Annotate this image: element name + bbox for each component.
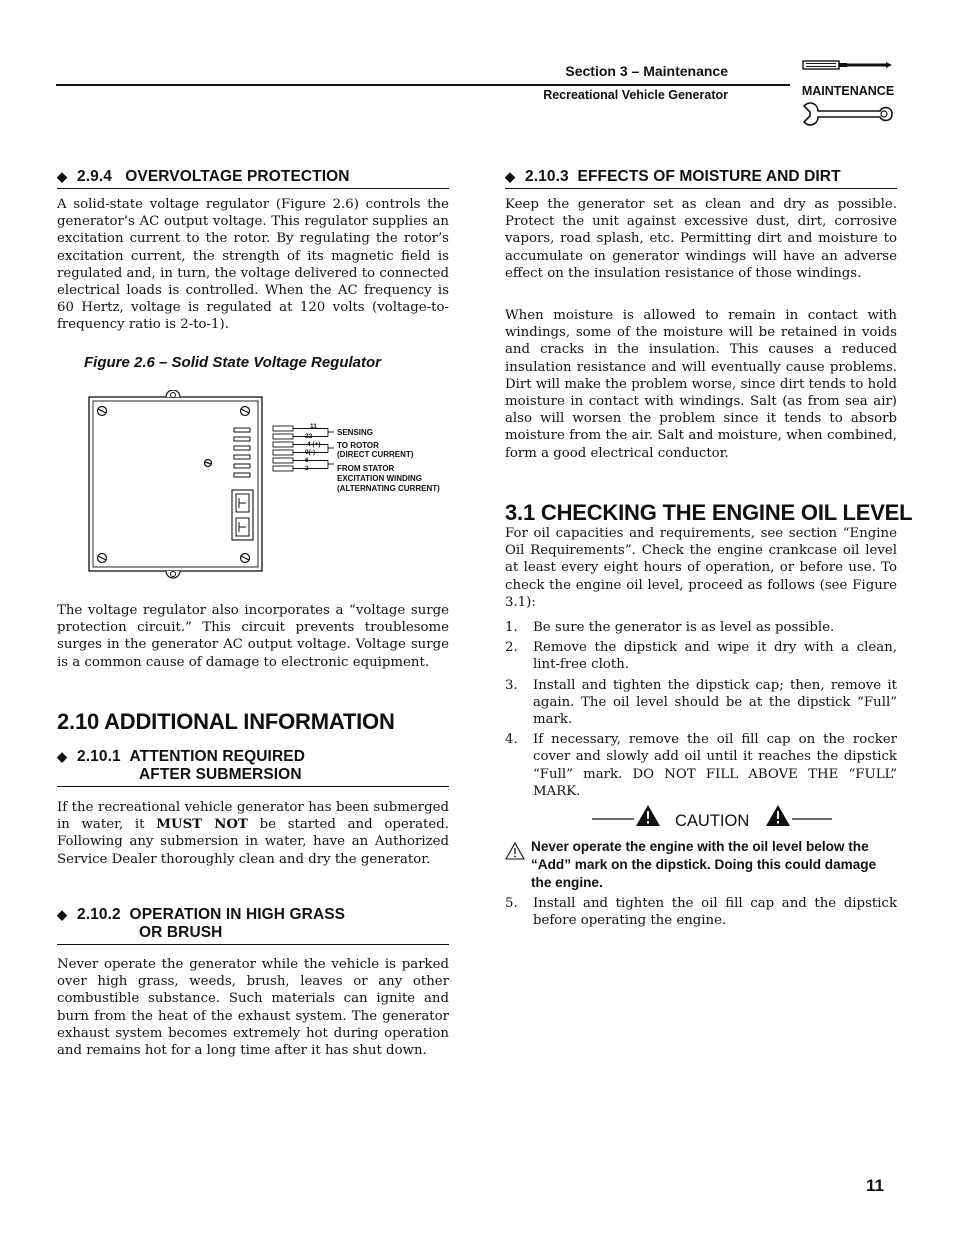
must-not-emphasis: MUST NOT xyxy=(156,817,248,833)
list-item: 2. Remove the dipstick and wipe it dry with a clean, lint-free cloth. xyxy=(505,640,897,673)
wire-label-11: 11 xyxy=(310,423,317,430)
caution-outline-triangle-icon xyxy=(505,842,525,860)
caution-label: CAUTION xyxy=(675,812,750,830)
section-2-9-4-heading: ◆ 2.9.4 OVERVOLTAGE PROTECTION xyxy=(57,168,449,189)
section-2-10-1-heading: ◆ 2.10.1 ATTENTION REQUIRED AFTER SUBMERSION xyxy=(57,748,449,787)
sensing-label: SENSING xyxy=(337,428,374,437)
wire-label-0: 0(-) xyxy=(305,449,316,456)
caution-banner xyxy=(592,802,832,834)
figure-caption: Figure 2.6 – Solid State Voltage Regulator xyxy=(84,354,382,371)
to-rotor-label: TO ROTOR xyxy=(337,441,379,450)
moisture-paragraph-2: When moisture is allowed to remain in contact with windings, some of the moisture will be retained in voids and cracks in the insulation. This causes a reduced insulation resistance and will eventually cause problems. Dirt will make the problem worse, since dirt tends to hold moisture in contact with windings. Salt (as from sea air) also will worsen the problem since it tends to absorb moisture from the air. Salt and moisture, when combined, form a good electrical conductor. xyxy=(505,308,897,461)
maintenance-badge-icon xyxy=(800,56,896,128)
excitation-winding-label: EXCITATION WINDING xyxy=(337,474,423,483)
wire-label-6: 6 xyxy=(305,457,309,464)
submersion-paragraph: If the recreational vehicle generator has been submerged in water, it MUST NOT be started and operated. Following any submersion in water, have an Authorized Service Dealer thoroughly clean and dry the generator. xyxy=(57,800,449,867)
wire-label-2: 2 xyxy=(305,465,309,472)
list-item: 1. Be sure the generator is as level as possible. xyxy=(505,620,835,635)
section-3-1-heading: 3.1 CHECKING THE ENGINE OIL LEVEL xyxy=(505,500,913,525)
document-subtitle: Recreational Vehicle Generator xyxy=(543,88,728,102)
caution-text: Never operate the engine with the oil level below the “Add” mark on the dipstick. Doing this could damage the engine. xyxy=(531,839,877,890)
header-rule xyxy=(56,84,790,86)
oil-level-intro: For oil capacities and requirements, see section “Engine Oil Requirements”. Check the engine crankcase oil level at least every eight hours of operation, or before use. To check the engine oil level, proceed as follows (see Figure 3.1): xyxy=(505,526,897,610)
section-header: Section 3 – Maintenance xyxy=(565,63,728,79)
list-item: 5. Install and tighten the oil fill cap and the dipstick before operating the engine. xyxy=(505,896,897,929)
diamond-bullet-icon: ◆ xyxy=(57,169,68,184)
moisture-paragraph-1: Keep the generator set as clean and dry as possible. Protect the unit against excessive dust, dirt, corrosive vapors, road splash, etc. Permitting dirt and moisture to accumulate on generator windings will have an adverse effect on the insulation resistance of those windings. xyxy=(505,197,897,281)
section-2-10-2-heading: ◆ 2.10.2 OPERATION IN HIGH GRASS OR BRUSH xyxy=(57,906,449,945)
diamond-bullet-icon: ◆ xyxy=(57,907,68,922)
regulator-surge-paragraph: The voltage regulator also incorporates a “voltage surge protection circuit.” This circuit prevents troublesome surges in the generator AC output voltage. Voltage surge is a common cause of damage to electronic equipment. xyxy=(57,603,449,670)
voltage-regulator-diagram xyxy=(86,390,446,585)
maintenance-badge-label: MAINTENANCE xyxy=(801,84,895,98)
section-2-10-3-heading: ◆ 2.10.3 EFFECTS OF MOISTURE AND DIRT xyxy=(505,168,897,189)
overvoltage-paragraph: A solid-state voltage regulator (Figure 2.6) controls the generator’s AC output voltage. This regulator supplies an excitation current to the rotor. By regulating the rotor’s excitation current, the strength of its magnetic field is regulated and, in turn, the voltage delivered to connected electrical loads is controlled. When the AC frequency is 60 Hertz, voltage is regulated at 120 volts (voltage-to-frequency ratio is 2-to-1). xyxy=(57,197,449,333)
direct-current-label: (DIRECT CURRENT) xyxy=(337,450,414,459)
diamond-bullet-icon: ◆ xyxy=(57,749,68,764)
page-number: 11 xyxy=(866,1176,884,1195)
list-item: 3. Install and tighten the dipstick cap; then, remove it again. The oil level should be at the dipstick “Full” mark. xyxy=(505,677,897,728)
from-stator-label: FROM STATOR xyxy=(337,464,395,473)
alternating-current-label: (ALTERNATING CURRENT) xyxy=(337,484,440,493)
list-item: 4. If necessary, remove the oil fill cap on the rocker cover and slowly add oil until it reaches the dipstick “Full” mark. DO NOT FILL ABOVE THE “FULL” MARK. xyxy=(505,732,897,799)
wire-label-22: 22 xyxy=(305,433,313,440)
high-grass-paragraph: Never operate the generator while the vehicle is parked over high grass, weeds, brush, leaves or any other combustible substance. Such materials can ignite and burn from the heat of the exhaust system. The generator exhaust system becomes extremely hot during operation and remains hot for a long time after it has shut down. xyxy=(57,957,449,1059)
oil-check-step-5 xyxy=(505,895,897,932)
oil-check-steps xyxy=(505,619,897,803)
diamond-bullet-icon: ◆ xyxy=(505,169,516,184)
wire-label-4: 4 (+) xyxy=(307,441,321,448)
section-2-10-heading: 2.10 ADDITIONAL INFORMATION xyxy=(57,709,395,734)
